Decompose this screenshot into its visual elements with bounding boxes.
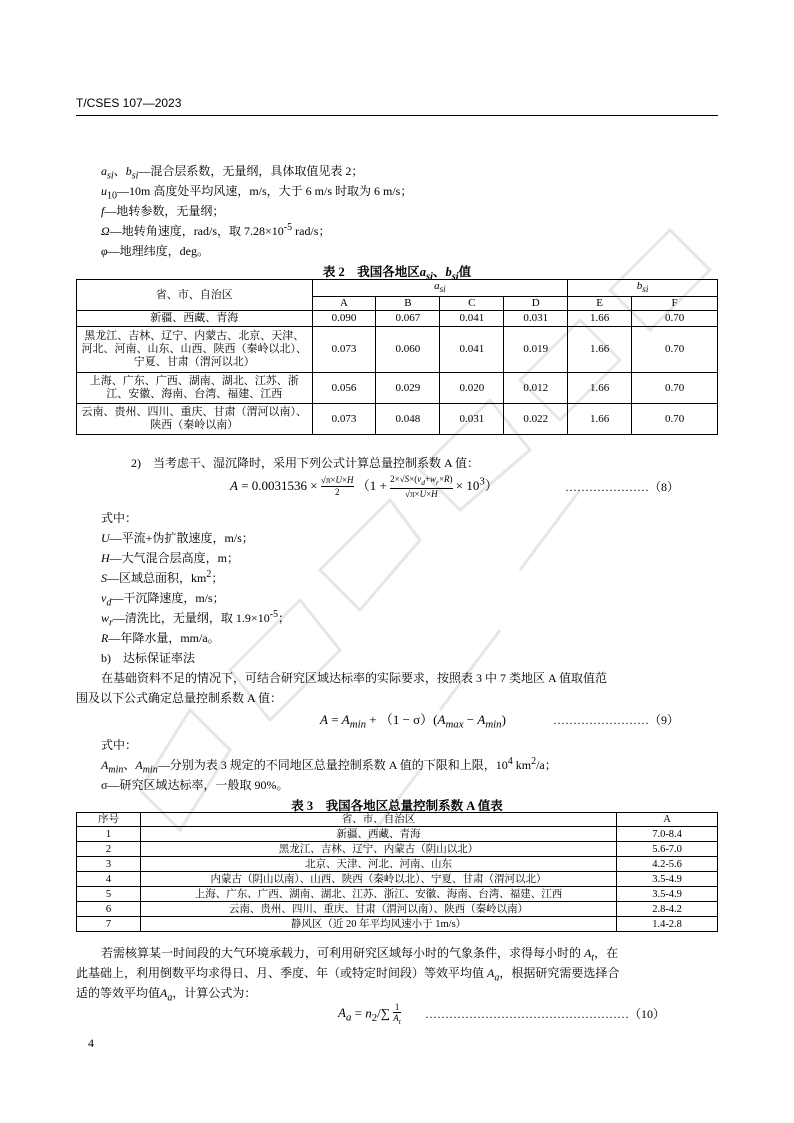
paragraph-b-line2: 围及以下公式确定总量控制系数 A 值： xyxy=(76,691,283,705)
table2-col-a: A xyxy=(312,297,376,311)
def-asi-bsi: $a_{si}$、$b_{si}—$混合层系数，无量纲，具体取值见表 2； xyxy=(101,164,364,182)
value-cell: 0.060 xyxy=(376,327,440,373)
region-cell: 北京、天津、河北、河南、山东 xyxy=(140,857,616,872)
section-b-heading: b) 达标保证率法 xyxy=(101,651,195,665)
value-cell: 0.041 xyxy=(440,327,504,373)
value-cell: 0.029 xyxy=(376,373,440,404)
region-cell: 云南、贵州、四川、重庆、甘肃（渭河以南）、陕西（秦岭以南） xyxy=(140,902,616,917)
value-cell: 0.056 xyxy=(312,373,376,404)
value-cell: 0.073 xyxy=(312,327,376,373)
table2-header-region: 省、市、自治区 xyxy=(77,280,313,311)
table-row xyxy=(77,373,718,404)
equation-10: $A_a = n_2/\sum$ $\frac{1}{A_t}$ xyxy=(338,1002,401,1026)
value-cell: 0.70 xyxy=(632,327,718,373)
region-cell: 新疆、西藏、青海 xyxy=(140,827,616,842)
def-wr: $w_r—$清洗比，无量纲，取 $1.9\times 10^{-5}$； xyxy=(101,609,291,629)
table-row xyxy=(77,327,718,373)
table3-caption: 表 3 我国各地区总量控制系数 A 值表 xyxy=(291,799,503,813)
def-vd: $v_d—$干沉降速度，m/s； xyxy=(101,591,225,609)
value-cell: 0.019 xyxy=(504,327,568,373)
paragraph-b-line1: 在基础资料不足的情况下，可结合研究区域达标率的实际要求，按照表 3 中 7 类地区 A 值取值范 xyxy=(101,671,608,685)
index-cell: 7 xyxy=(77,917,141,932)
value-cell: 0.031 xyxy=(504,311,568,327)
table2-col-e: E xyxy=(568,297,632,311)
value-cell: 4.2-5.6 xyxy=(617,857,718,872)
def-f: f—地转参数，无量纲； xyxy=(101,204,225,218)
shizhong-1: 式中： xyxy=(101,511,138,525)
paragraph-c-line3: 适的等效平均值$A_a$，计算公式为： xyxy=(76,986,257,1004)
value-cell: 0.70 xyxy=(632,373,718,404)
equation-9: $A = A_{min} + (1 - \sigma)(A_{max} - A_{min})$ xyxy=(320,712,506,731)
value-cell: 0.70 xyxy=(632,404,718,435)
table2-col-b: B xyxy=(376,297,440,311)
value-cell: 1.4-2.8 xyxy=(617,917,718,932)
value-cell: 1.66 xyxy=(568,327,632,373)
document-code: T/CSES 107—2023 xyxy=(76,96,182,110)
table-row xyxy=(77,872,718,887)
value-cell: 0.048 xyxy=(376,404,440,435)
equation-9-number: ……………………（9） xyxy=(553,713,680,727)
def-sigma: σ—研究区域达标率，一般取 90%。 xyxy=(101,778,289,792)
index-cell: 4 xyxy=(77,872,141,887)
equation-10-number: ……………………………………………（10） xyxy=(425,1007,666,1021)
value-cell: 0.70 xyxy=(632,311,718,327)
table2 xyxy=(76,279,718,435)
def-u10: $u_{10}—10m$ 高度处平均风速，m/s，大于 6 m/s 时取为 6 m/s； xyxy=(101,184,413,202)
region-cell: 静风区（近 20 年平均风速小于 1m/s） xyxy=(140,917,616,932)
index-cell: 2 xyxy=(77,842,141,857)
paragraph-c-line2: 此基础上，利用倒数平均求得日、月、季度、年（或特定时间段）等效平均值 $A_a$，根据研究需要选择合 xyxy=(76,966,620,984)
table-row xyxy=(77,842,718,857)
table-row xyxy=(77,827,718,842)
table3 xyxy=(76,812,718,932)
value-cell: 3.5-4.9 xyxy=(617,872,718,887)
value-cell: 0.090 xyxy=(312,311,376,327)
table3-header-region: 省、市、自治区 xyxy=(140,813,616,827)
index-cell: 1 xyxy=(77,827,141,842)
value-cell: 0.022 xyxy=(504,404,568,435)
table2-header-asi: $a_{si}$ xyxy=(312,280,568,297)
value-cell: 1.66 xyxy=(568,404,632,435)
table-row xyxy=(77,857,718,872)
table-row xyxy=(77,311,718,327)
table2-header-bsi: $b_{si}$ xyxy=(568,280,718,297)
value-cell: 0.041 xyxy=(440,311,504,327)
table3-header-index: 序号 xyxy=(77,813,141,827)
header-rule xyxy=(76,115,718,116)
region-cell: 新疆、西藏、青海 xyxy=(77,311,313,327)
paragraph-c-line1: 若需核算某一时间段的大气环境承载力，可利用研究区域每小时的气象条件，求得每小时的 $A_t$，在 xyxy=(101,946,619,964)
value-cell: 0.031 xyxy=(440,404,504,435)
table-row xyxy=(77,887,718,902)
table2-col-f: F xyxy=(632,297,718,311)
def-S: S—区域总面积，$km^2$； xyxy=(101,569,224,585)
value-cell: 0.073 xyxy=(312,404,376,435)
table2-col-c: C xyxy=(440,297,504,311)
shizhong-2: 式中： xyxy=(101,738,138,752)
value-cell: 3.5-4.9 xyxy=(617,887,718,902)
value-cell: 2.8-4.2 xyxy=(617,902,718,917)
equation-8: A = 0.0031536 × $\frac{√\pi\times U\times H}{2}$ （1 + $\frac{2\times√S\times(v_d+w_r\times R)}{√\pi\times U\times H}$ × $10^3$） xyxy=(230,474,498,499)
def-U: U—平流+伪扩散速度，m/s； xyxy=(101,531,254,545)
value-cell: 5.6-7.0 xyxy=(617,842,718,857)
value-cell: 7.0-8.4 xyxy=(617,827,718,842)
equation-8-number: …………………（8） xyxy=(565,480,680,494)
value-cell: 0.067 xyxy=(376,311,440,327)
table-row xyxy=(77,917,718,932)
region-cell: 内蒙古（阴山以南）、山西、陕西（秦岭以北）、宁夏、甘肃（渭河以北） xyxy=(140,872,616,887)
region-cell: 黑龙江、吉林、辽宁、内蒙古、北京、天津、河北、河南、山东、山西、陕西（秦岭以北）、宁夏、甘肃（渭河以北） xyxy=(77,327,313,373)
region-cell: 上海、广东、广西、湖南、湖北、江苏、浙江、安徽、海南、台湾、福建、江西 xyxy=(77,373,313,404)
region-cell: 上海、广东、广西、湖南、湖北、江苏、浙江、安徽、海南、台湾、福建、江西 xyxy=(140,887,616,902)
table2-col-d: D xyxy=(504,297,568,311)
table3-header-a: A xyxy=(617,813,718,827)
table2-caption: 表 2 我国各地区$a_{si}$、$b_{si}$值 xyxy=(322,265,472,283)
value-cell: 0.020 xyxy=(440,373,504,404)
index-cell: 5 xyxy=(77,887,141,902)
def-H: H—大气混合层高度，m； xyxy=(101,551,240,565)
def-R: R—年降水量，mm/a。 xyxy=(101,631,220,645)
index-cell: 3 xyxy=(77,857,141,872)
page-number: 4 xyxy=(88,1036,94,1050)
region-cell: 云南、贵州、四川、重庆、甘肃（渭河以南）、陕西（秦岭以南） xyxy=(77,404,313,435)
value-cell: 0.012 xyxy=(504,373,568,404)
paragraph-2: 2) 当考虑干、湿沉降时，采用下列公式计算总量控制系数 A 值： xyxy=(131,456,480,470)
region-cell: 黑龙江、吉林、辽宁、内蒙古（阴山以北） xyxy=(140,842,616,857)
value-cell: 1.66 xyxy=(568,311,632,327)
table-row xyxy=(77,902,718,917)
value-cell: 1.66 xyxy=(568,373,632,404)
index-cell: 6 xyxy=(77,902,141,917)
def-phi: φ—地理纬度，deg。 xyxy=(101,244,209,258)
def-amin-amax: $A_{min}$、$A_{min}—$分别为表 3 规定的不同地区总量控制系数 A 值的下限和上限，$10^4$ $km^2/a$； xyxy=(101,756,557,776)
table-row xyxy=(77,404,718,435)
def-omega: Ω—地转角速度，rad/s，取 $7.28\times 10^{-5}$ rad/s； xyxy=(101,222,331,238)
